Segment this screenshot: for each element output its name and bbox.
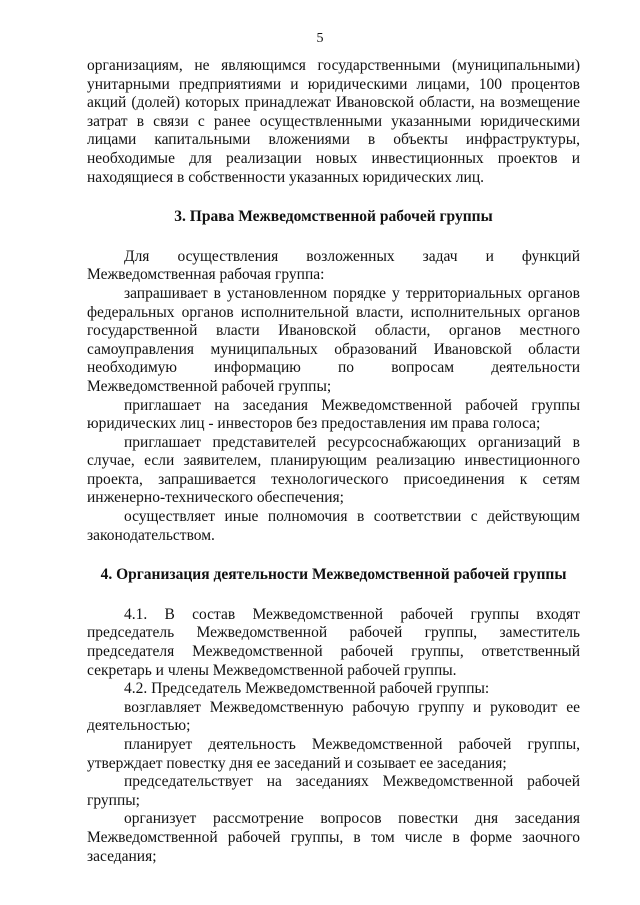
paragraph-invites-investors: приглашает на заседания Межведомственной рабочей группы юридических лиц - инвесторов без предоставления им права голоса; [87,396,580,433]
paragraph-4-2: 4.2. Председатель Межведомственной рабочей группы: [124,680,490,698]
paragraph-continuation: организациям, не являющимся государственными (муниципальными) унитарными предприятиями и юридическими лицами, 100 процентов акций (долей) которых принадлежат Ивановской области, на возмещение затрат в связи с ранее осуществленными указанными юридическими лицами капитальными вложениями в объекты инфраструктуры, необходимые для реализации новых инвестиционных проектов и находящиеся в собственности указанных юридических лиц. [87,57,580,186]
document-body [87,57,580,866]
paragraph-rights-intro: Для осуществления возложенных задач и функций Межведомственная рабочая группа: [87,247,580,284]
section-heading-3: 3. Права Межведомственной рабочей группы [174,208,493,226]
paragraph-4-1: 4.1. В состав Межведомственной рабочей группы входят председатель Межведомственной рабочей группы, заместитель председателя Межведомственной рабочей группы, ответственный секретарь и члены Межведомственной рабочей группы. [87,605,580,679]
paragraph-chairs-meetings: председательствует на заседаниях Межведомственной рабочей группы; [87,773,580,809]
paragraph-plans-activity: планирует деятельность Межведомственной рабочей группы, утверждает повестку дня ее заседаний и созывает ее заседания; [87,736,580,772]
paragraph-organizes-agenda: организует рассмотрение вопросов повестки дня заседания Межведомственной рабочей группы, в том числе в форме заочного заседания; [87,810,580,865]
section-heading-4: 4. Организация деятельности Межведомственной рабочей группы [100,566,567,584]
page-number: 5 [316,31,324,46]
paragraph-requests-info: запрашивает в установленном порядке у территориальных органов федеральных органов исполнительной власти, исполнительных органов государственной власти Ивановской области, органов местного самоуправления муниципальных образований Ивановской области необходимую информацию по вопросам деятельности Межведомственной рабочей группы; [87,284,580,395]
paragraph-heads-group: возглавляет Межведомственную рабочую группу и руководит ее деятельностью; [87,698,580,735]
paragraph-other-powers: осуществляет иные полномочия в соответствии с действующим законодательством. [87,508,580,544]
paragraph-invites-resource-orgs: приглашает представителей ресурсоснабжающих организаций в случае, если заявителем, планирующим реализацию инвестиционного проекта, запрашивается технологического присоединения к сетям инженерно-технического обеспечения; [87,433,580,507]
